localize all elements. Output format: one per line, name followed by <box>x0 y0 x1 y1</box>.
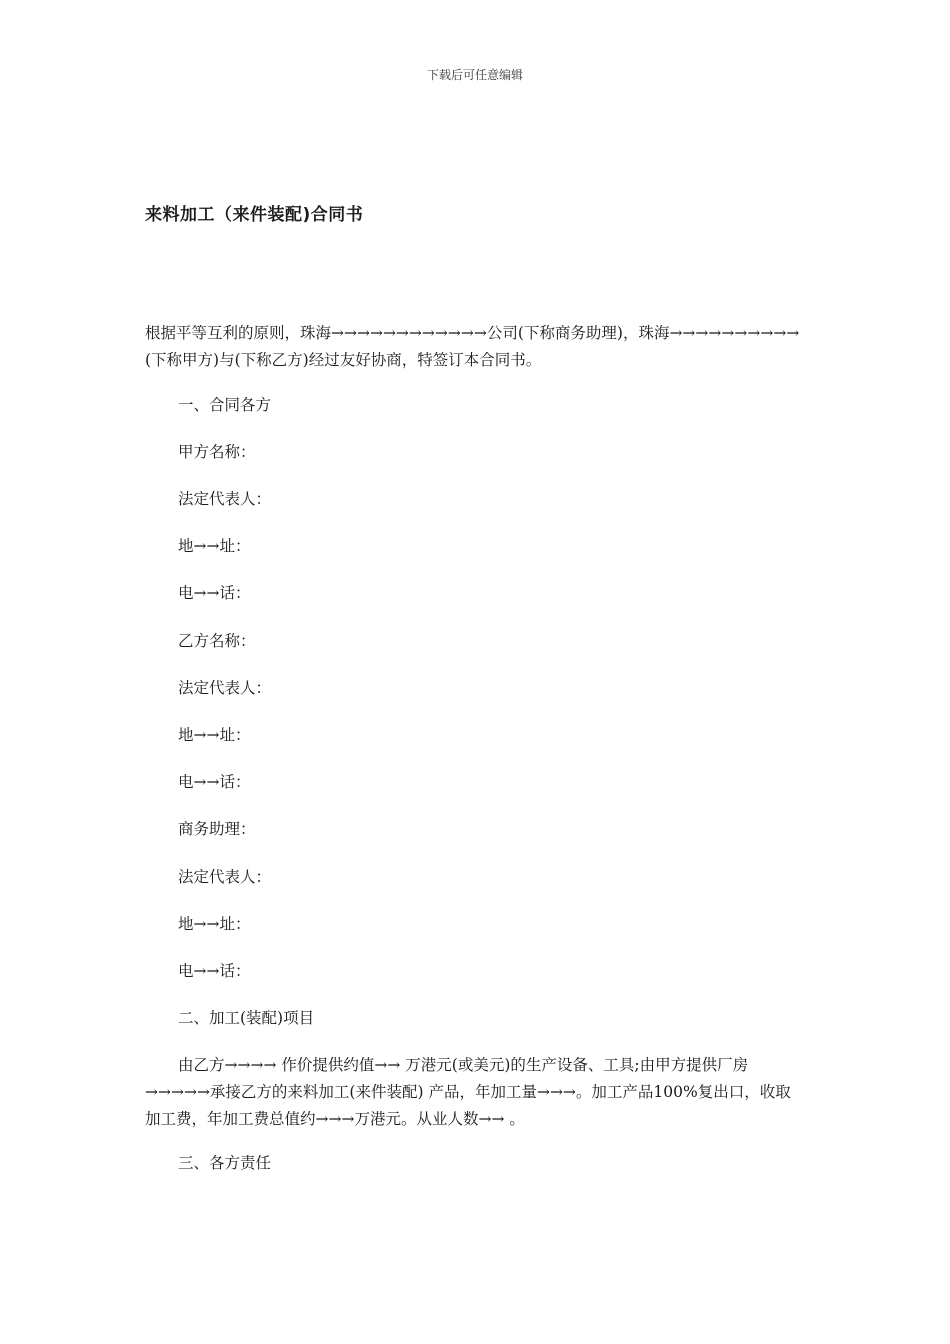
intro-paragraph: 根据平等互利的原则，珠海→→→→→→→→→→→→公司(下称商务助理)，珠海→→→→→→→→→→ (下称甲方)与(下称乙方)经过友好协商，特签订本合同书。 <box>145 324 800 369</box>
party-a-phone-field: 电→→话： <box>178 584 251 602</box>
assistant-rep-field: 法定代表人： <box>178 868 272 886</box>
section-heading-parties: 一、合同各方 <box>178 396 272 414</box>
project-paragraph: 由乙方→→→→ 作价提供约值→→ 万港元(或美元)的生产设备、工具;由甲方提供厂房→→→→→承接乙方的来料加工(来件装配) 产品，年加工量→→→。加工产品100%复出口，收取加工费，年加工费总值约→→→万港元。从业人数→→ 。 <box>145 1056 791 1128</box>
party-b-phone-field: 电→→话： <box>178 773 251 791</box>
assistant-name-field: 商务助理： <box>178 820 256 838</box>
party-a-name-field: 甲方名称： <box>178 443 256 461</box>
party-a-rep-field: 法定代表人： <box>178 490 272 508</box>
section-heading-project: 二、加工(装配)项目 <box>178 1009 315 1027</box>
party-b-rep-field: 法定代表人： <box>178 679 272 697</box>
party-a-address-field: 地→→址： <box>178 537 251 555</box>
document-title: 来料加工（来件装配)合同书 <box>145 205 364 225</box>
section-heading-responsibilities: 三、各方责任 <box>178 1154 272 1172</box>
assistant-phone-field: 电→→话： <box>178 962 251 980</box>
assistant-address-field: 地→→址： <box>178 915 251 933</box>
header-note: 下载后可任意编辑 <box>426 68 523 82</box>
party-b-name-field: 乙方名称： <box>178 632 256 650</box>
party-b-address-field: 地→→址： <box>178 726 251 744</box>
